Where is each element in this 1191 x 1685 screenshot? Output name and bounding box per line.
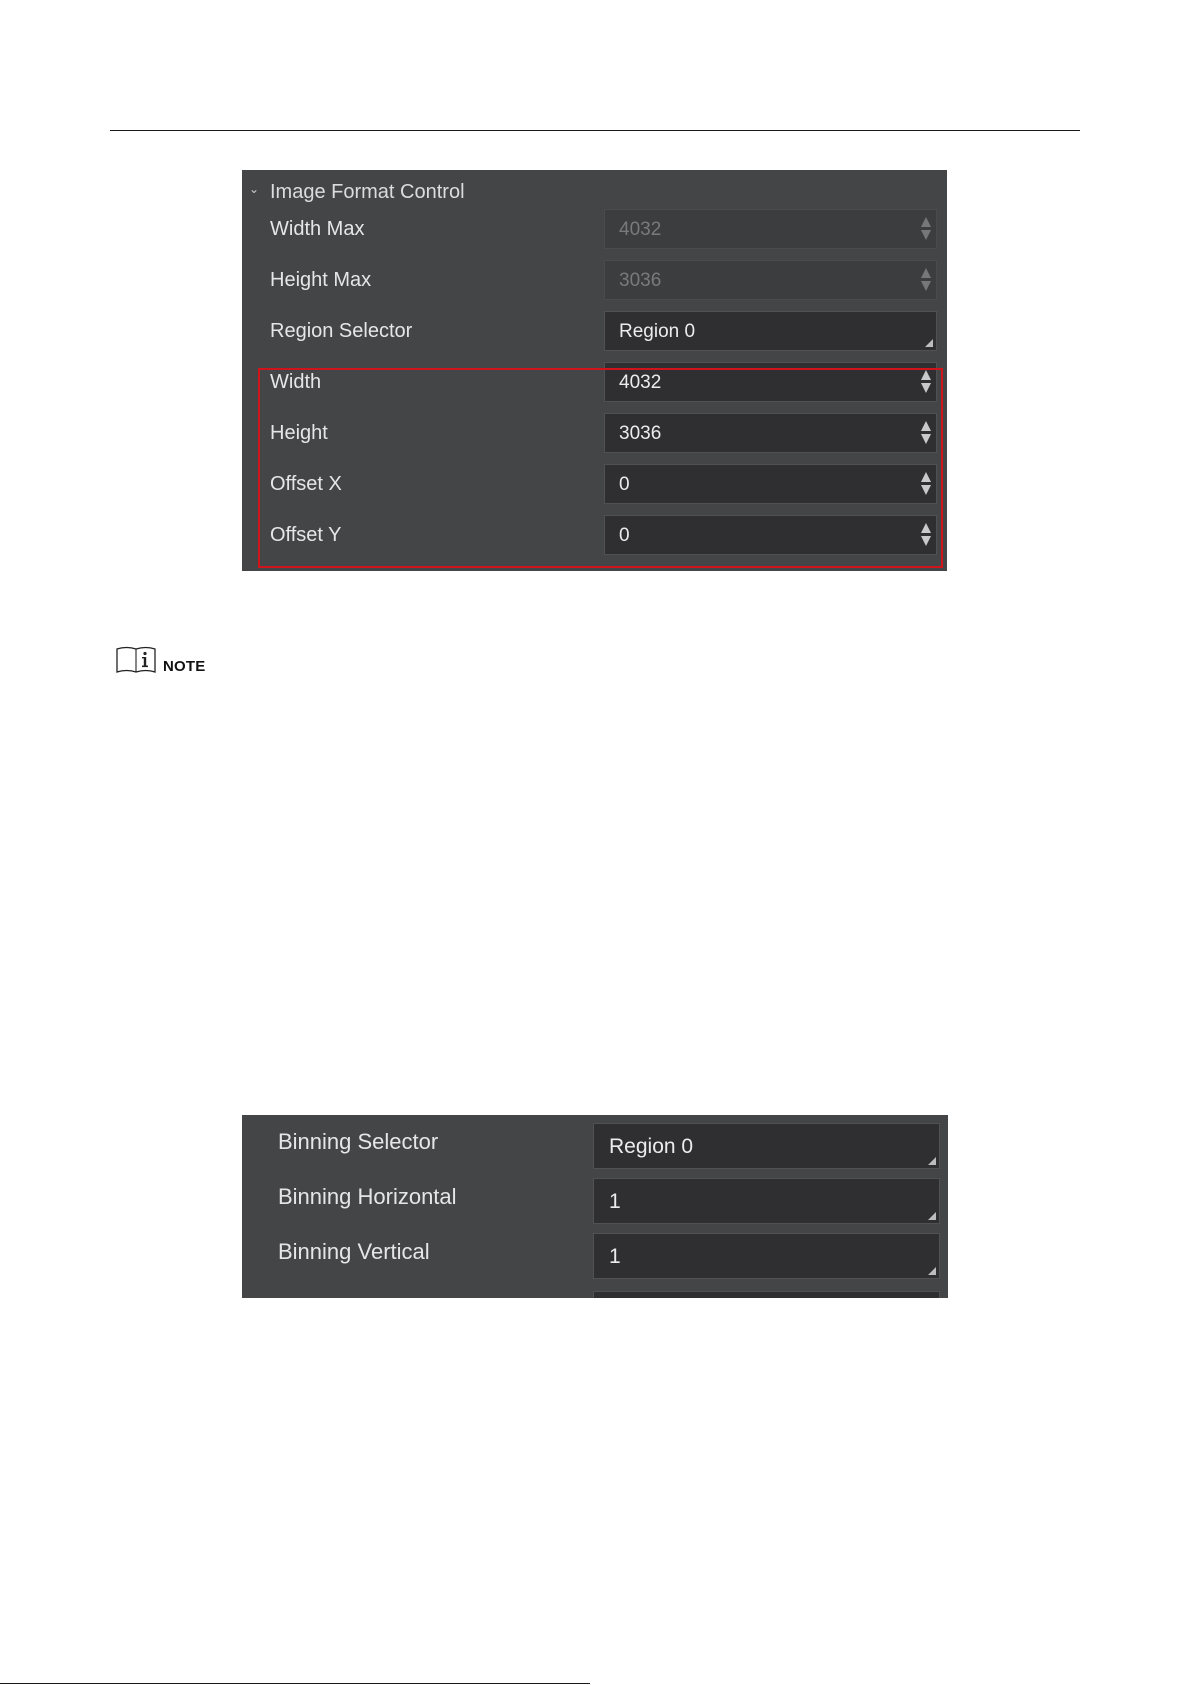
binning-vertical-label: Binning Vertical <box>278 1239 430 1264</box>
offset-y-row <box>242 510 947 561</box>
width-row <box>242 357 947 408</box>
region-selector-dropdown[interactable] <box>604 311 937 351</box>
offset-y-value: 0 <box>619 525 630 546</box>
note-label: NOTE <box>163 658 206 675</box>
dropdown-corner-icon <box>928 1157 936 1165</box>
height-max-label: Height Max <box>270 269 372 291</box>
spinner-icon[interactable] <box>921 472 931 496</box>
section-title: Image Format Control <box>270 181 465 203</box>
binning-vertical-value: 1 <box>609 1245 621 1268</box>
offset-y-label: Offset Y <box>270 524 342 546</box>
region-selector-label: Region Selector <box>270 320 413 342</box>
height-max-value: 3036 <box>619 270 662 291</box>
binning-selector-label: Binning Selector <box>278 1129 439 1154</box>
width-value: 4032 <box>619 372 662 393</box>
image-format-control-panel <box>242 170 947 571</box>
book-info-icon <box>116 646 156 674</box>
width-label: Width <box>270 371 322 393</box>
dropdown-corner-icon <box>925 339 933 347</box>
width-max-field <box>604 209 937 249</box>
spinner-icon[interactable] <box>921 421 931 445</box>
dropdown-corner-icon <box>928 1212 936 1220</box>
spinner-icon[interactable] <box>921 523 931 547</box>
binning-horizontal-dropdown[interactable] <box>593 1178 940 1224</box>
chevron-down-icon[interactable]: ⌄ <box>248 182 260 196</box>
width-input[interactable] <box>604 362 937 402</box>
offset-x-input[interactable] <box>604 464 937 504</box>
offset-y-input[interactable] <box>604 515 937 555</box>
height-label: Height <box>270 422 328 444</box>
height-input[interactable] <box>604 413 937 453</box>
cropped-field <box>593 1291 940 1298</box>
binning-selector-dropdown[interactable] <box>593 1123 940 1169</box>
binning-horizontal-label: Binning Horizontal <box>278 1184 457 1209</box>
region-selector-value: Region 0 <box>619 321 696 342</box>
binning-horizontal-row <box>242 1170 948 1225</box>
binning-vertical-dropdown[interactable] <box>593 1233 940 1279</box>
binning-selector-value: Region 0 <box>609 1135 694 1158</box>
spinner-icon <box>921 217 931 241</box>
footer-rule <box>0 1683 590 1684</box>
binning-selector-row <box>242 1115 948 1170</box>
width-max-label: Width Max <box>270 218 365 240</box>
offset-x-value: 0 <box>619 474 630 495</box>
offset-x-row <box>242 459 947 510</box>
spinner-icon <box>921 268 931 292</box>
region-selector-row <box>242 306 947 357</box>
height-max-field <box>604 260 937 300</box>
binning-vertical-row <box>242 1225 948 1280</box>
height-row <box>242 408 947 459</box>
binning-horizontal-value: 1 <box>609 1190 621 1213</box>
width-max-row <box>242 204 947 255</box>
height-value: 3036 <box>619 423 662 444</box>
offset-x-label: Offset X <box>270 473 342 495</box>
binning-panel <box>242 1115 948 1298</box>
header-rule <box>110 130 1080 131</box>
spinner-icon[interactable] <box>921 370 931 394</box>
dropdown-corner-icon <box>928 1267 936 1275</box>
height-max-row <box>242 255 947 306</box>
width-max-value: 4032 <box>619 219 662 240</box>
